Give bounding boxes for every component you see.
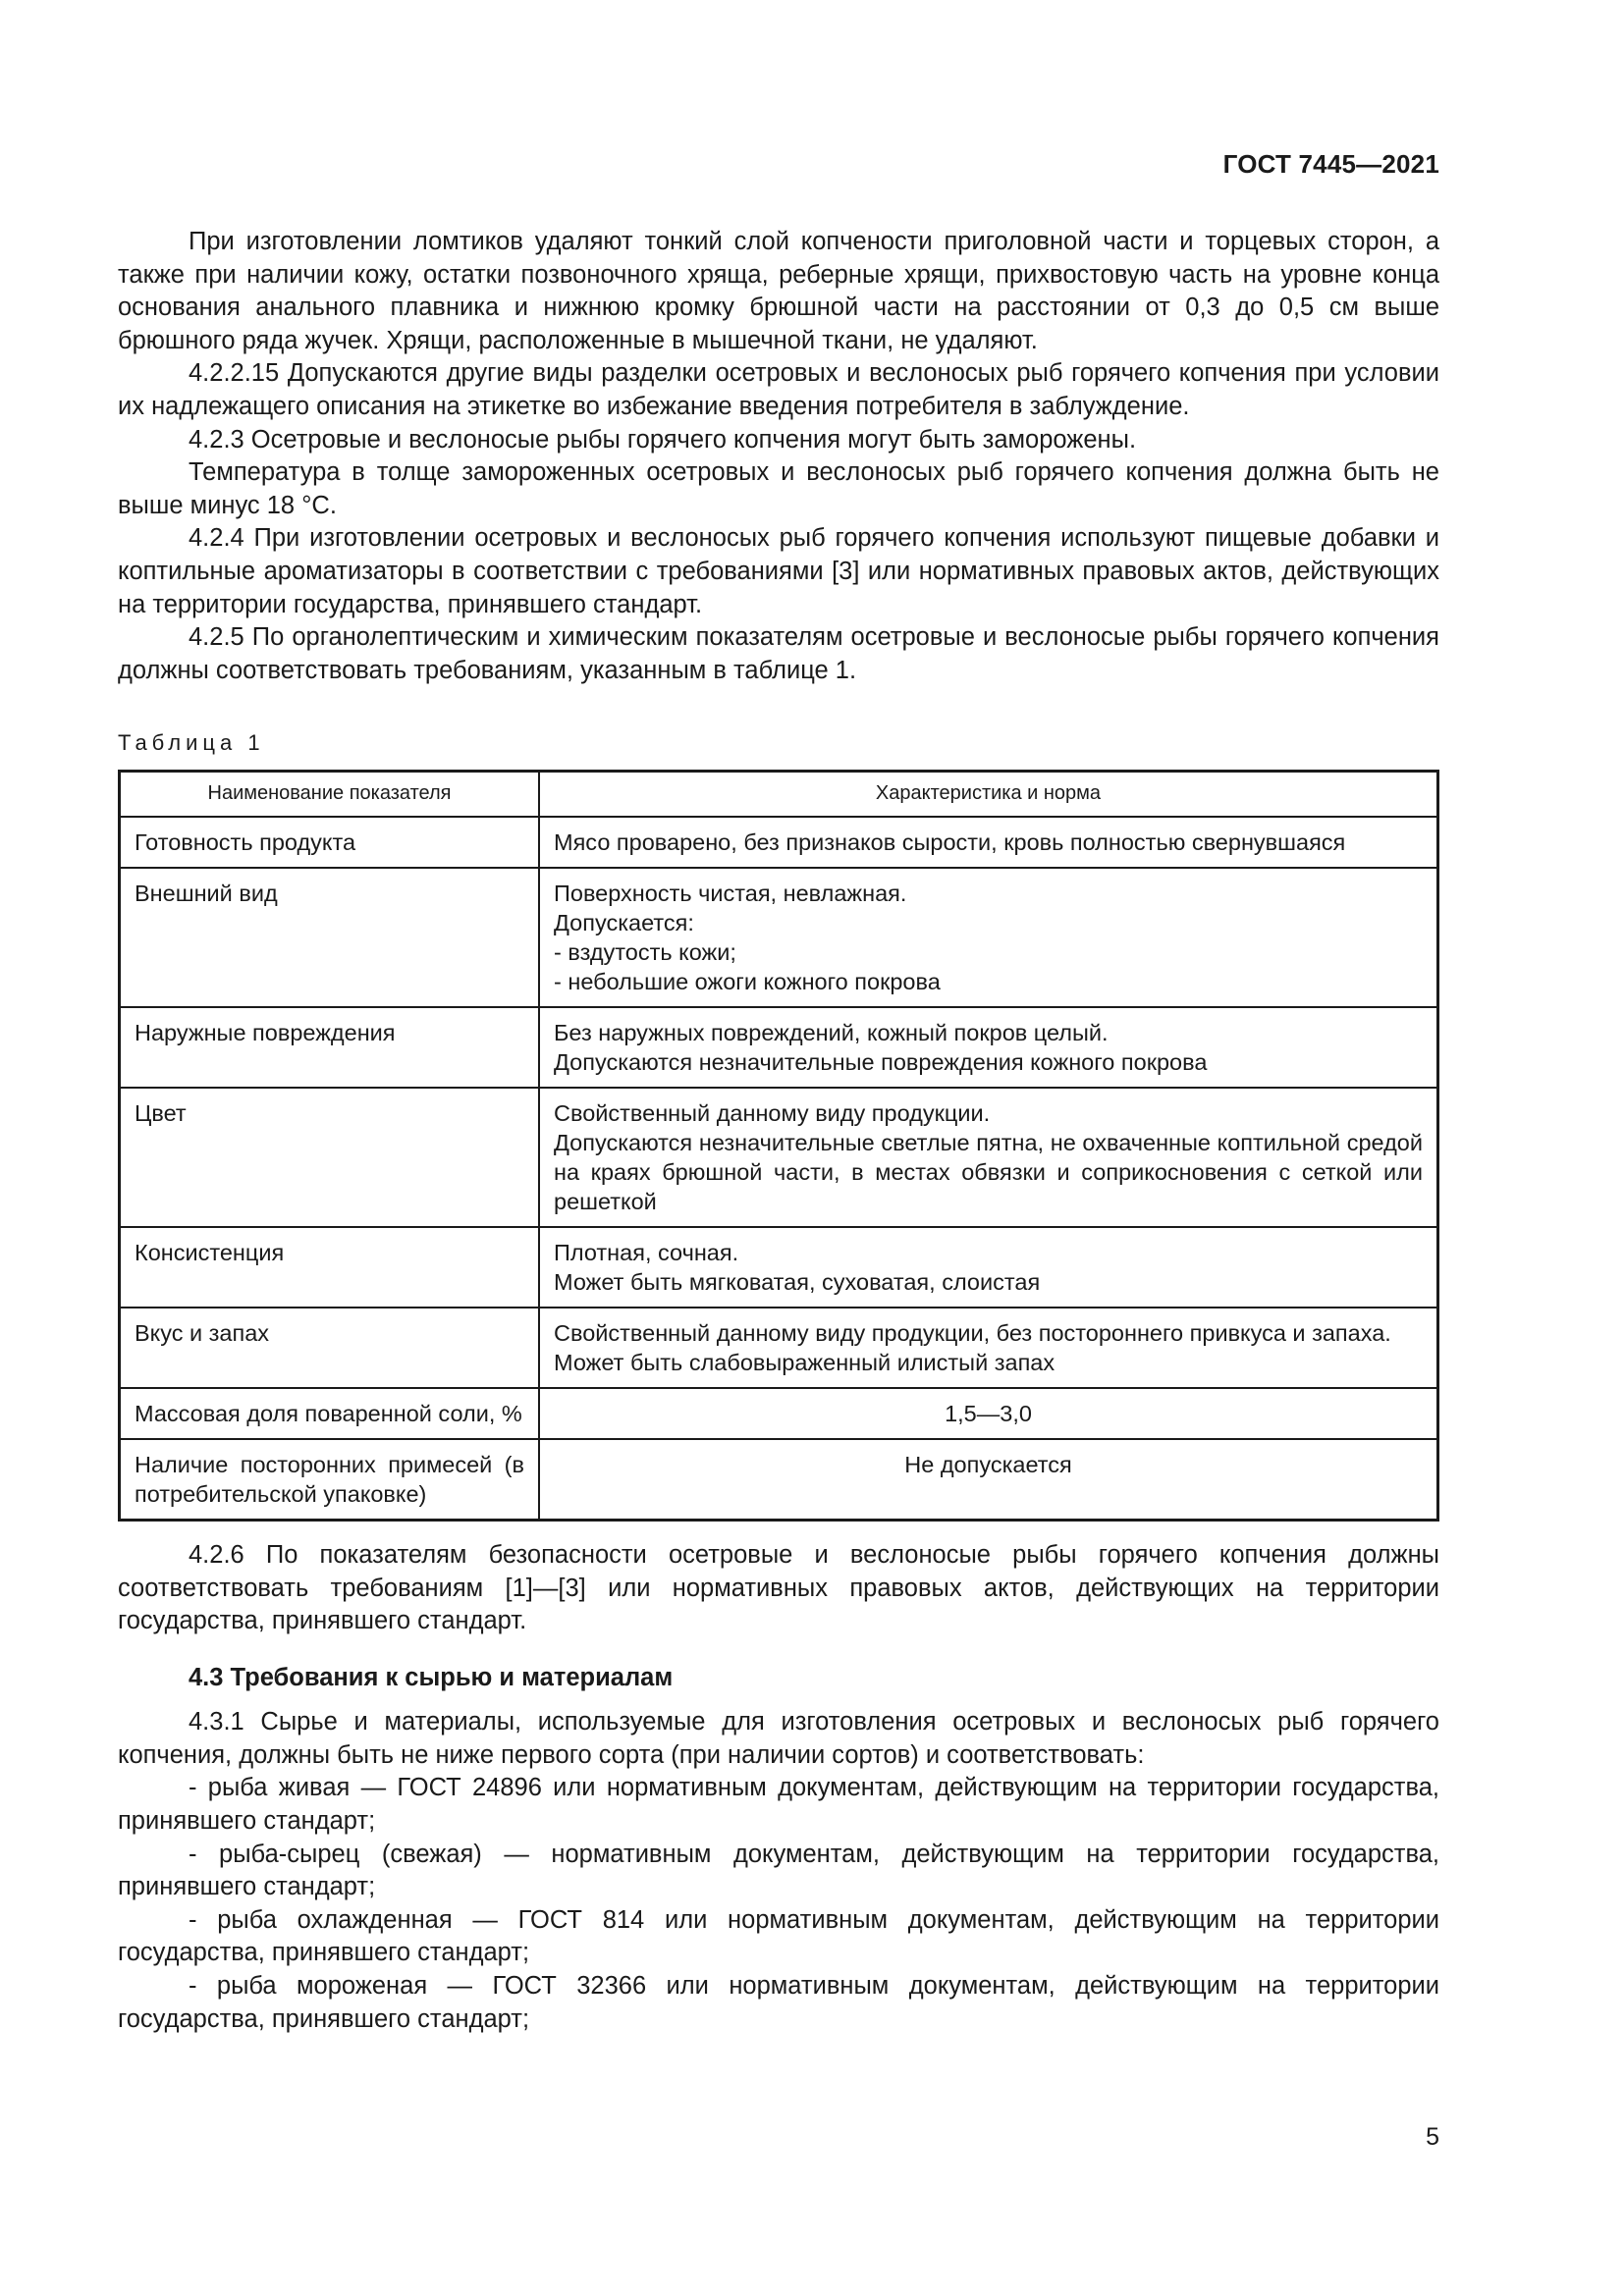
paragraph-slices: При изготовлении ломтиков удаляют тонкий слой копчености приголовной части и торцевых сторон, а также при наличии кожу, остатки позвоночного хряща, реберные хрящи, прихвостовую часть на уровне конца основания анального плавника и нижнюю кромку брюшной части на расстоянии от 0,3 до 0,5 см выше брюшного ряда жучек. Хрящи, расположенные в мышечной ткани, не удаляют. — [118, 228, 1439, 354]
indicator-name: Массовая доля поваренной соли, % — [120, 1388, 540, 1439]
value-line: 1,5—3,0 — [945, 1400, 1032, 1426]
page-number: 5 — [1426, 2123, 1439, 2151]
list-item: - рыба живая — ГОСТ 24896 или нормативным документам, действующим на территории государства, принявшего стандарт; — [118, 1774, 1439, 1836]
value-line: Допускаются незначительные повреждения кожного покрова — [554, 1048, 1208, 1075]
value-line: Мясо проварено, без признаков сырости, кровь полностью свернувшаяся — [554, 828, 1346, 855]
indicator-name: Наличие посторонних примесей (в потребительской упаковке) — [120, 1439, 540, 1521]
indicator-value — [539, 1388, 1438, 1439]
table-caption: Таблица 1 — [118, 730, 265, 756]
indicator-value — [539, 1007, 1438, 1088]
indicator-value — [539, 868, 1438, 1007]
indicator-name: Внешний вид — [120, 868, 540, 1007]
table-row — [120, 868, 1438, 1007]
value-line: - вздутость кожи; — [554, 938, 736, 965]
indicator-name: Наружные повреждения — [120, 1007, 540, 1088]
value-line: Может быть слабовыраженный илистый запах — [554, 1349, 1056, 1375]
value-line: Поверхность чистая, невлажная. — [554, 880, 907, 906]
page-content — [118, 226, 1439, 2036]
indicator-name: Готовность продукта — [120, 817, 540, 868]
value-line: Не допускается — [904, 1451, 1072, 1477]
value-line: Допускаются незначительные светлые пятна, не охваченные коптильной средой на краях брюшной части, в местах обвязки и соприкосновения с сеткой или решеткой — [554, 1129, 1423, 1214]
indicator-value — [539, 1439, 1438, 1521]
column-header-indicator: Наименование показателя — [120, 771, 540, 817]
value-line: Свойственный данному виду продукции. — [554, 1099, 991, 1126]
paragraph-4-2-3: 4.2.3 Осетровые и веслоносые рыбы горячего копчения могут быть заморожены. — [189, 425, 1137, 454]
indicator-value — [539, 1227, 1438, 1308]
value-line: Плотная, сочная. — [554, 1239, 739, 1265]
document-id-header: ГОСТ 7445—2021 — [1222, 149, 1439, 179]
value-line: Допускается: — [554, 909, 694, 935]
value-line: Свойственный данному виду продукции, без постороннего привкуса и запаха. — [554, 1319, 1391, 1346]
column-header-norm: Характеристика и норма — [539, 771, 1438, 817]
indicator-value — [539, 1088, 1438, 1227]
value-line: Может быть мягковатая, суховатая, слоистая — [554, 1268, 1041, 1295]
table-row — [120, 1227, 1438, 1308]
paragraph-temperature: Температура в толще замороженных осетровых и веслоносых рыб горячего копчения должна быть не выше минус 18 °С. — [118, 458, 1439, 519]
paragraph-4-2-5: 4.2.5 По органолептическим и химическим показателям осетровые и веслоносые рыбы горячего копчения должны соответствовать требованиям, указанным в таблице 1. — [118, 623, 1439, 684]
paragraph-4-2-2-15: 4.2.2.15 Допускаются другие виды разделки осетровых и веслоносых рыб горячего копчения при условии их надлежащего описания на этикетке во избежание введения потребителя в заблуждение. — [118, 359, 1439, 420]
indicators-table — [118, 770, 1439, 1522]
indicator-value — [539, 1308, 1438, 1388]
list-item: - рыба охлажденная — ГОСТ 814 или нормативным документам, действующим на территории государства, принявшего стандарт; — [118, 1905, 1439, 1967]
indicator-name: Консистенция — [120, 1227, 540, 1308]
table-row — [120, 817, 1438, 868]
table-row — [120, 1388, 1438, 1439]
section-heading-4-3: 4.3 Требования к сырью и материалам — [189, 1663, 674, 1691]
indicator-name: Цвет — [120, 1088, 540, 1227]
paragraph-4-3-1: 4.3.1 Сырье и материалы, используемые для изготовления осетровых и веслоносых рыб горячего копчения, должны быть не ниже первого сорта (при наличии сортов) и соответствовать: — [118, 1708, 1439, 1769]
value-line: Без наружных повреждений, кожный покров целый. — [554, 1019, 1109, 1045]
table-header-row — [120, 771, 1438, 817]
paragraph-4-2-4: 4.2.4 При изготовлении осетровых и веслоносых рыб горячего копчения используют пищевые добавки и коптильные ароматизаторы в соответствии с требованиями [3] или нормативных правовых актов, действующих на территории государства, принявшего стандарт. — [118, 524, 1439, 618]
list-item: - рыба мороженая — ГОСТ 32366 или нормативным документам, действующим на территории государства, принявшего стандарт; — [118, 1972, 1439, 2033]
table-row — [120, 1439, 1438, 1521]
indicator-value — [539, 817, 1438, 868]
table-row — [120, 1088, 1438, 1227]
indicator-name: Вкус и запах — [120, 1308, 540, 1388]
table-row — [120, 1308, 1438, 1388]
value-line: - небольшие ожоги кожного покрова — [554, 968, 941, 994]
table-row — [120, 1007, 1438, 1088]
list-item: - рыба-сырец (свежая) — нормативным документам, действующим на территории государства, принявшего стандарт; — [118, 1840, 1439, 1901]
paragraph-4-2-6: 4.2.6 По показателям безопасности осетровые и веслоносые рыбы горячего копчения должны соответствовать требованиям [1]—[3] или нормативных правовых актов, действующих на территории государства, принявшего стандарт. — [118, 1540, 1439, 1635]
